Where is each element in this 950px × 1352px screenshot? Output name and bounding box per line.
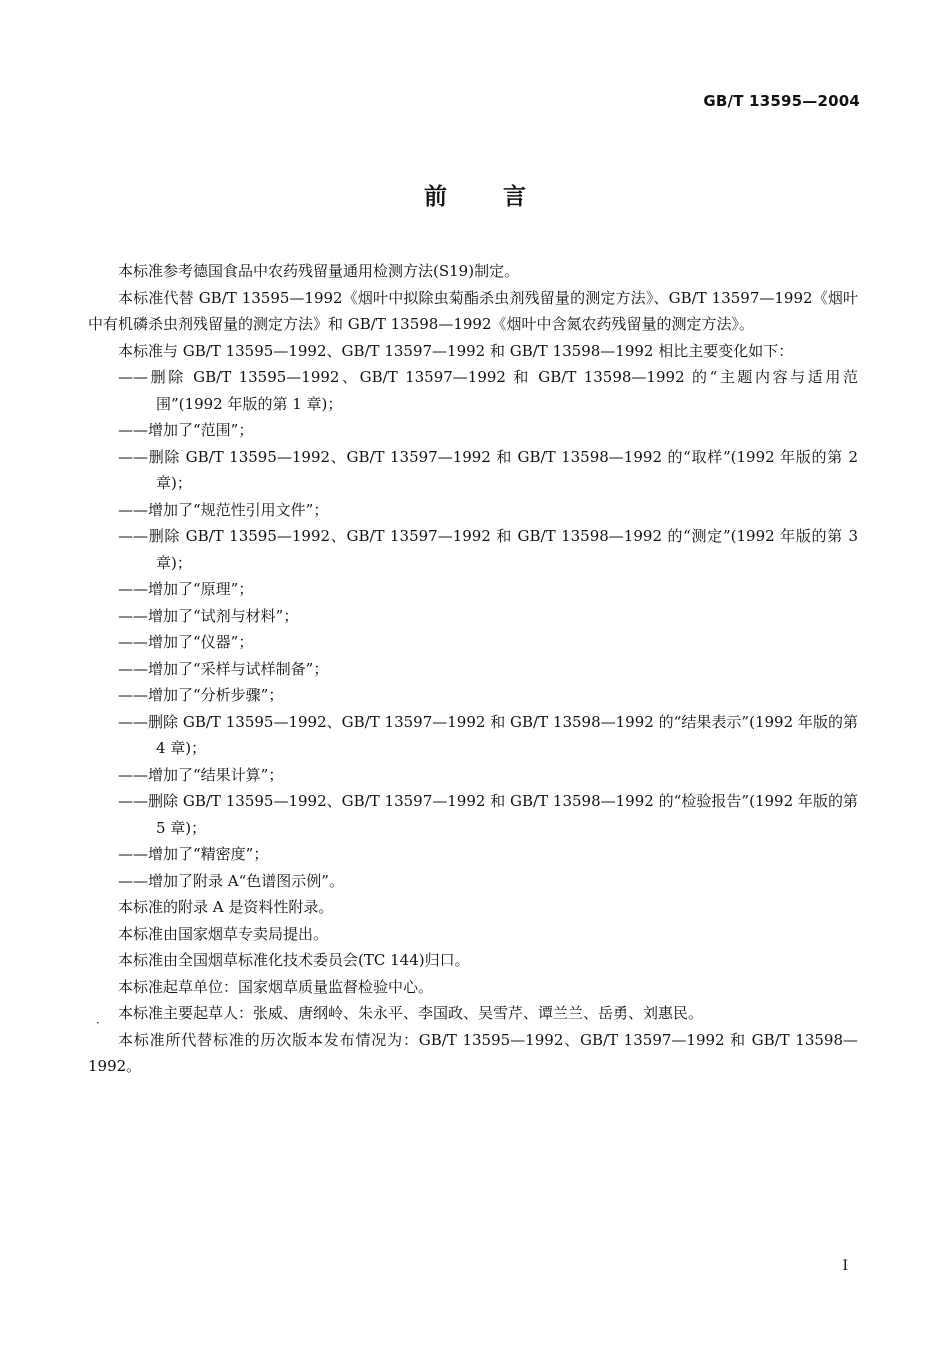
paragraph-proposer: 本标准由国家烟草专卖局提出。 [118,924,329,943]
list-item: ——删除 GB/T 13595—1992、GB/T 13597—1992 和 GB/T 13598—1992 的“主题内容与适用范围”(1992 年版的第 1 章)； [118,368,858,413]
paragraph-reference: 本标准参考德国食品中农药残留量通用检测方法(S19)制定。 [118,262,520,280]
list-item: ——增加了“范围”； [118,421,254,439]
list-item: ——增加了附录 A“色谱图示例”。 [118,871,344,890]
list-item: ——增加了“规范性引用文件”； [118,500,329,519]
list-item: ——增加了“精密度”； [118,845,269,863]
list-item: ——删除 GB/T 13595—1992、GB/T 13597—1992 和 GB/T 13598—1992 的“取样”(1992 年版的第 2 章)； [118,447,858,492]
paragraph-drafting-unit: 本标准起草单位：国家烟草质量监督检验中心。 [118,977,434,996]
list-item: ——删除 GB/T 13595—1992、GB/T 13597—1992 和 GB/T 13598—1992 的“检验报告”(1992 年版的第 5 章)； [118,792,858,837]
paragraph-committee: 本标准由全国烟草标准化技术委员会(TC 144)归口。 [118,951,470,969]
paragraph-changes-intro: 本标准与 GB/T 13595—1992、GB/T 13597—1992 和 GB/T 13598—1992 相比主要变化如下： [118,341,794,360]
list-item: ——增加了“原理”； [118,580,254,598]
paragraph-drafters: 本标准主要起草人：张威、唐纲岭、朱永平、李国政、吴雪芹、谭兰兰、岳勇、刘惠民。 [118,1004,704,1022]
paragraph-appendix: 本标准的附录 A 是资料性附录。 [118,898,334,916]
list-item: ——增加了“采样与试样制备”； [118,659,329,678]
paragraph-replaces: 本标准代替 GB/T 13595—1992《烟叶中拟除虫菊酯杀虫剂残留量的测定方法》、GB/T 13597—1992《烟叶中有机磷杀虫剂残留量的测定方法》和 GB/T 13598—1992《烟叶中含氮农药残留量的测定方法》。 [88,288,858,333]
list-item: ——增加了“分析步骤”； [118,686,284,704]
standard-number: GB/T 13595—2004 [703,92,860,110]
list-item: ——增加了“结果计算”； [118,765,284,784]
list-item: ——增加了“仪器”； [118,633,254,651]
list-item: ——删除 GB/T 13595—1992、GB/T 13597—1992 和 GB/T 13598—1992 的“结果表示”(1992 年版的第 4 章)； [118,712,858,757]
list-item: ——删除 GB/T 13595—1992、GB/T 13597—1992 和 GB/T 13598—1992 的“测定”(1992 年版的第 3 章)； [118,527,858,572]
stray-mark: · [96,1016,100,1030]
list-item: ——增加了“试剂与材料”； [118,606,299,625]
paragraph-history: 本标准所代替标准的历次版本发布情况为：GB/T 13595—1992、GB/T 13597—1992 和 GB/T 13598—1992。 [88,1030,858,1075]
page-title: 前言 [424,184,582,210]
changes-list [88,364,858,894]
page-number: I [842,1258,848,1274]
foreword-body [88,258,858,1080]
